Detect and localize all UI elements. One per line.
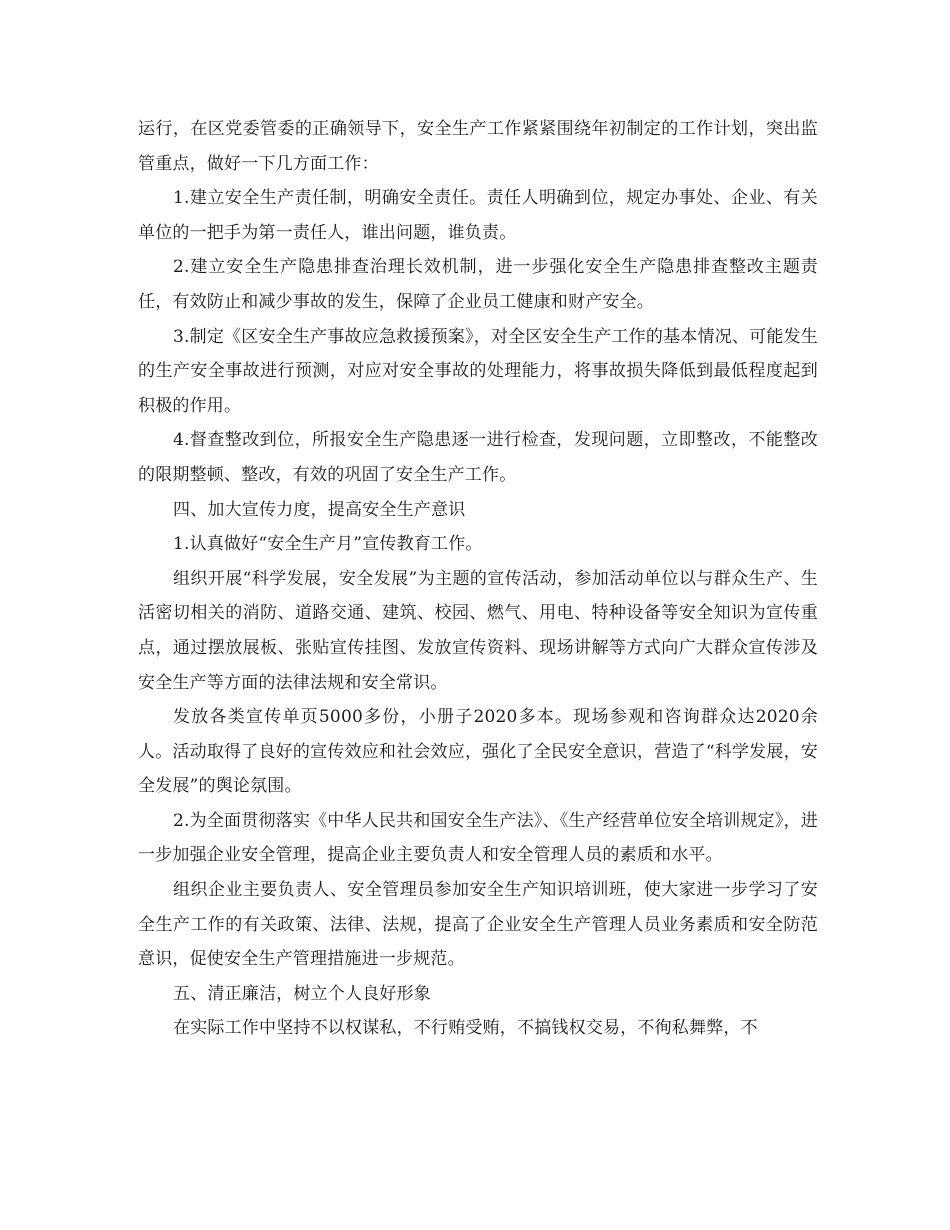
section-heading-5: 五、清正廉洁，树立个人良好形象 — [173, 983, 431, 1004]
paragraph-item-2: 2.建立安全生产隐患排查治理长效机制，进一步强化安全生产隐患排查整改主题责任，有效防止和减少事故的发生，保障了企业员工健康和财产安全。 — [138, 257, 818, 312]
section-heading-4: 四、加大宣传力度，提高安全生产意识 — [173, 499, 466, 520]
paragraph-training: 组织企业主要负责人、安全管理员参加安全生产知识培训班，使大家进一步学习了安全生产工作的有关政策、法律、法规，提高了企业安全生产管理人员业务素质和安全防范意识，促使安全生产管理措施进一步规范。 — [138, 880, 818, 970]
paragraph-continuation: 运行，在区党委管委的正确领导下，安全生产工作紧紧围绕年初制定的工作计划，突出监管重点，做好一下几方面工作： — [138, 119, 818, 174]
paragraph-subheading-1: 1.认真做好“安全生产月”宣传教育工作。 — [173, 534, 483, 555]
paragraph-subheading-2: 2.为全面贯彻落实《中华人民共和国安全生产法》、《生产经营单位安全培训规定》，进一步加强企业安全管理，提高企业主要负责人和安全管理人员的素质和水平。 — [138, 810, 818, 866]
paragraph-item-1: 1.建立安全生产责任制，明确安全责任。责任人明确到位，规定办事处、企业、有关单位的一把手为第一责任人，谁出问题，谁负责。 — [138, 188, 818, 243]
paragraph-distribution: 发放各类宣传单页5000多份，小册子2020多本。现场参观和咨询群众达2020余人。活动取得了良好的宣传效应和社会效应，强化了全民安全意识，营造了“科学发展，安全发展”的舆论氛围。 — [138, 707, 818, 797]
paragraph-activity: 组织开展“科学发展，安全发展”为主题的宣传活动，参加活动单位以与群众生产、生活密切相关的消防、道路交通、建筑、校园、燃气、用电、特种设备等安全知识为宣传重点，通过摆放展板、张贴宣传挂图、发放宣传资料、现场讲解等方式向广大群众宣传涉及安全生产等方面的法律法规和安全常识。 — [138, 568, 818, 693]
paragraph-item-3: 3.制定《区安全生产事故应急救援预案》，对全区安全生产工作的基本情况、可能发生的生产安全事故进行预测，对应对安全事故的处理能力，将事故损失降低到最低程度起到积极的作用。 — [138, 326, 818, 416]
paragraph-integrity: 在实际工作中坚持不以权谋私，不行贿受贿，不搞钱权交易，不徇私舞弊，不 — [173, 1018, 758, 1039]
paragraph-item-4: 4.督查整改到位，所报安全生产隐患逐一进行检查，发现问题，立即整改，不能整改的限期整顿、整改，有效的巩固了安全生产工作。 — [138, 430, 818, 485]
document-body — [138, 112, 818, 1046]
